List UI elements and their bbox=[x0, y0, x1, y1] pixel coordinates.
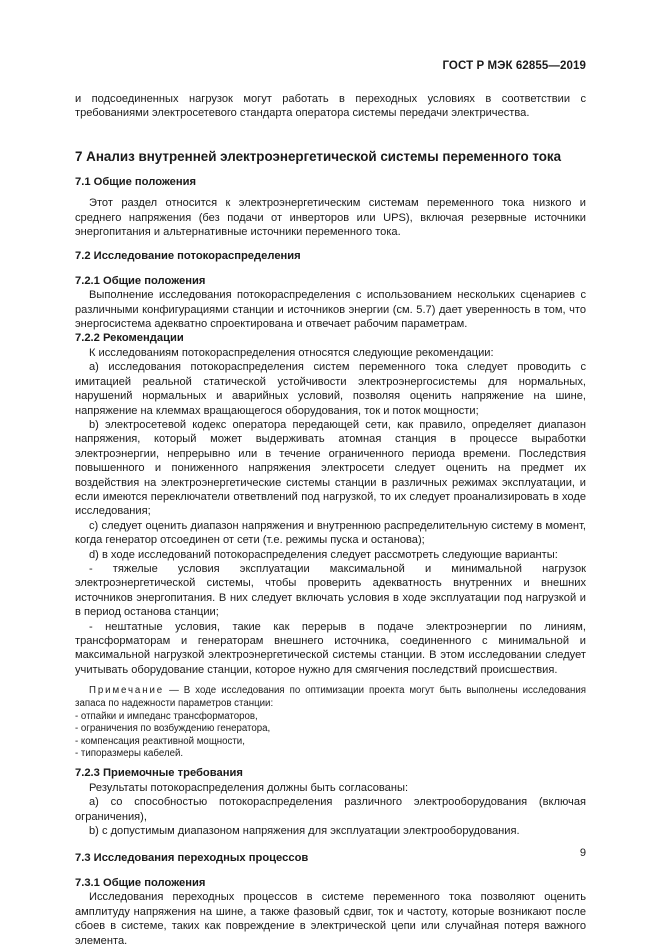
section-7-1-text: Этот раздел относится к электроэнергетическим системам переменного тока низкого и среднего напряжения (без подачи от инверторов или UPS), включая резервные источники энергопитания и альтернативные источники переменного тока. bbox=[75, 197, 586, 239]
section-7-2-3-lead: Результаты потокораспределения должны быть согласованы: bbox=[89, 781, 409, 794]
section-7-2-2-item-d1: - тяжелые условия эксплуатации максимальной и минимальной нагрузок электроэнергетической системы, чтобы проверить адекватность внутренних и внешних источников энергопитания. В них следует включать условия в ходе эксплуатации под нагрузкой и в период останова станции; bbox=[75, 562, 586, 619]
section-7-title: 7 Анализ внутренней электроэнергетической системы переменного тока bbox=[75, 148, 562, 164]
section-7-2-1-text: Выполнение исследования потокораспределения с использованием нескольких сценариев с различными конфигурациями станции и источников энергии (см. 5.7) дает уверенность в том, что энергосистема адекватно спроектирована и отвечает рабочим параметрам. bbox=[75, 289, 586, 331]
section-7-2-2-item-c: c) следует оценить диапазон напряжения и внутреннюю распределительную систему в момент, когда генератор отсоединен от сети (т.е. режимы пуска и останова); bbox=[75, 519, 586, 547]
note-list bbox=[75, 711, 586, 761]
note-list-item: - ограничения по возбуждению генератора, bbox=[75, 723, 271, 735]
section-7-3-1-text: Исследования переходных процессов в системе переменного тока позволяют оценить амплитуду напряжения на шине, а также фазовый сдвиг, ток и частоту, которые возникают после сбоев в системе, таких как повреждение в электрической цепи или случайная потеря важного элемента. bbox=[75, 891, 586, 947]
section-7-2-2-item-b: b) электросетевой кодекс оператора передающей сети, как правило, определяет диапазон напряжения, который может выдерживать атомная станция в процессе выработки электроэнергии, непрерывно или в течение ограниченного периода времени. Последствия повышенного и пониженного напряжения электросети следует оценить на предмет их воздействия на электроэнергетические системы станции в различных режимах эксплуатации, и если имеются переключатели ответвлений под нагрузкой, то их следует проанализировать в ходе исследования; bbox=[75, 418, 586, 518]
section-7-1-title: 7.1 Общие положения bbox=[75, 175, 197, 188]
section-7-2-2-item-a: a) исследования потокораспределения систем переменного тока следует проводить с имитацией реальной статической устойчивости электроэнергосистемы для нормальных, нарушений нормальных и аварийных условий, позволяя оценить напряжение на шине, напряжение на клеммах вращающегося оборудования, ток и поток мощности; bbox=[75, 361, 586, 417]
section-7-2-2-title: 7.2.2 Рекомендации bbox=[75, 332, 184, 345]
section-7-2-3-item-b: b) с допустимым диапазоном напряжения для эксплуатации электрооборудования. bbox=[89, 825, 520, 838]
page-body bbox=[75, 92, 586, 948]
note-block bbox=[75, 685, 586, 760]
document-header-code: ГОСТ Р МЭК 62855—2019 bbox=[442, 60, 586, 72]
note-paragraph bbox=[75, 685, 586, 711]
page-number: 9 bbox=[579, 847, 586, 859]
section-7-2-3-title: 7.2.3 Приемочные требования bbox=[75, 767, 243, 780]
section-7-2-2-item-d: d) в ходе исследований потокораспределения следует рассмотреть следующие варианты: bbox=[89, 548, 558, 561]
section-7-2-2-item-d2: - нештатные условия, такие как перерыв в подаче электроэнергии по линиям, трансформаторам и генераторам внешнего источника, соединенного с минимальной и максимальной нагрузкой электроэнергетической системы станции. В этом исследовании следует учитывать оборудование станции, которое нужно для смягчения последствий происшествия. bbox=[75, 620, 586, 676]
section-7-2-2-lead: К исследованиям потокораспределения относятся следующие рекомендации: bbox=[89, 346, 494, 359]
section-7-2-3-item-a: a) со способностью потокораспределения различного электрооборудования (включая ограничения), bbox=[75, 796, 586, 823]
section-7-2-title: 7.2 Исследование потокораспределения bbox=[75, 250, 301, 263]
intro-paragraph: и подсоединенных нагрузок могут работать в переходных условиях в соответствии с требованиями электросетевого стандарта оператора системы передачи электричества. bbox=[75, 93, 586, 120]
section-7-3-1-title: 7.3.1 Общие положения bbox=[75, 876, 206, 889]
note-text: — В ходе исследования по оптимизации проекта могут быть выполнены исследования запаса по надежности параметров станции: bbox=[75, 685, 586, 710]
section-7-3-title: 7.3 Исследования переходных процессов bbox=[75, 852, 309, 865]
note-list-item: - типоразмеры кабелей. bbox=[75, 748, 184, 760]
note-label: Примечание bbox=[89, 685, 165, 697]
section-7-2-1-title: 7.2.1 Общие положения bbox=[75, 274, 206, 287]
note-list-item: - компенсация реактивной мощности, bbox=[75, 735, 245, 747]
note-list-item: - отпайки и импеданс трансформаторов, bbox=[75, 710, 258, 722]
